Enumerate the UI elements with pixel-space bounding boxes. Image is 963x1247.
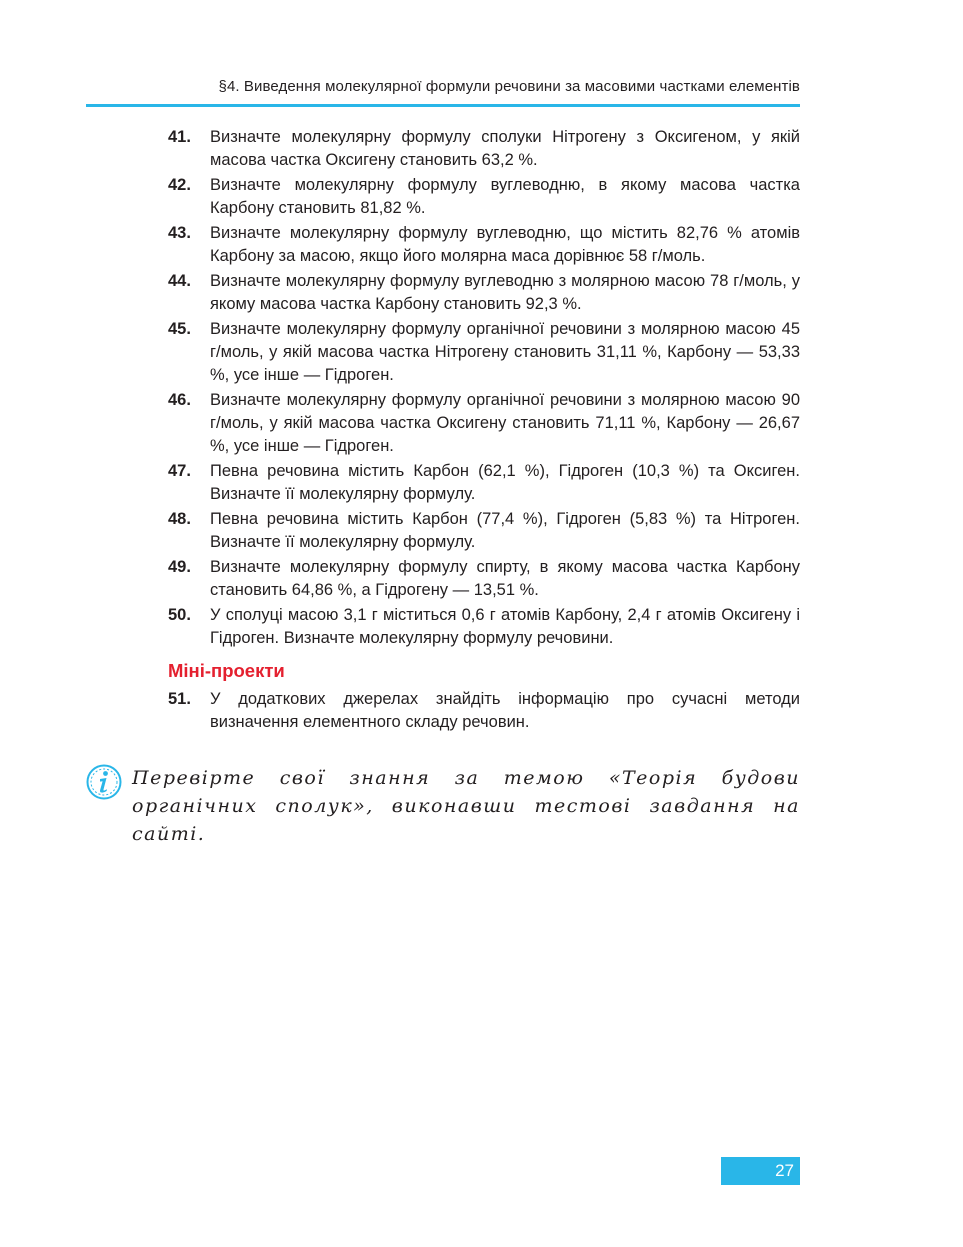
task-item <box>168 174 800 220</box>
task-number: 49. <box>168 558 191 576</box>
task-item <box>168 389 800 458</box>
task-item <box>168 604 800 650</box>
task-number: 41. <box>168 128 191 146</box>
info-text: Перевірте свої знання за темою «Теорія будови органічних сполук», виконавши тестові завдання на сайті. <box>132 767 800 845</box>
task-text: У сполуці масою 3,1 г міститься 0,6 г атомів Карбону, 2,4 г атомів Оксигену і Гідроген. Визначте молекулярну формулу речовини. <box>210 606 800 647</box>
task-number: 45. <box>168 320 191 338</box>
task-text: Визначте молекулярну формулу вуглеводню, що містить 82,76 % атомів Карбону за масою, якщо його молярна маса дорівнює 58 г/моль. <box>210 224 800 265</box>
page-number: 27 <box>721 1157 800 1185</box>
task-text: Певна речовина містить Карбон (77,4 %), Гідроген (5,83 %) та Нітроген. Визначте її молекулярну формулу. <box>210 510 800 551</box>
task-item <box>168 222 800 268</box>
task-text: Визначте молекулярну формулу органічної речовини з молярною масою 90 г/моль, у якій масова частка Оксигену становить 71,11 %, Карбону — 26,67 %, усе інше — Гідроген. <box>210 391 800 455</box>
task-text: У додаткових джерелах знайдіть інформацію про сучасні методи визначення елементного складу речовин. <box>210 690 800 731</box>
header-rule <box>86 104 800 107</box>
task-text: Визначте молекулярну формулу вуглеводню, в якому масова частка Карбону становить 81,82 %. <box>210 176 800 217</box>
task-item <box>168 508 800 554</box>
task-text: Певна речовина містить Карбон (62,1 %), Гідроген (10,3 %) та Оксиген. Визначте її молекулярну формулу. <box>210 462 800 503</box>
task-number: 48. <box>168 510 191 528</box>
task-number: 47. <box>168 462 191 480</box>
info-icon <box>86 764 122 800</box>
task-item <box>168 556 800 602</box>
task-number: 43. <box>168 224 191 242</box>
task-item <box>168 270 800 316</box>
task-number: 42. <box>168 176 191 194</box>
task-text: Визначте молекулярну формулу вуглеводню з молярною масою 78 г/моль, у якому масова частка Карбону становить 92,3 %. <box>210 272 800 313</box>
task-text: Визначте молекулярну формулу органічної речовини з молярною масою 45 г/моль, у якій масова частка Нітрогену становить 31,11 %, Карбону — 53,33 %, усе інше — Гідроген. <box>210 320 800 384</box>
task-item <box>168 688 800 734</box>
section-title-mini-projects: Міні-проекти <box>168 660 285 681</box>
task-item <box>168 318 800 387</box>
task-number: 46. <box>168 391 191 409</box>
task-item <box>168 126 800 172</box>
running-header: §4. Виведення молекулярної формули речовини за масовими частками елементів <box>218 78 800 95</box>
task-text: Визначте молекулярну формулу спирту, в якому масова частка Карбону становить 64,86 %, а Гідрогену — 13,51 %. <box>210 558 800 599</box>
task-number: 44. <box>168 272 191 290</box>
task-list <box>168 126 800 736</box>
task-text: Визначте молекулярну формулу сполуки Нітрогену з Оксигеном, у якій масова частка Оксигену становить 63,2 %. <box>210 128 800 169</box>
task-number: 51. <box>168 690 191 708</box>
task-item <box>168 460 800 506</box>
task-number: 50. <box>168 606 191 624</box>
